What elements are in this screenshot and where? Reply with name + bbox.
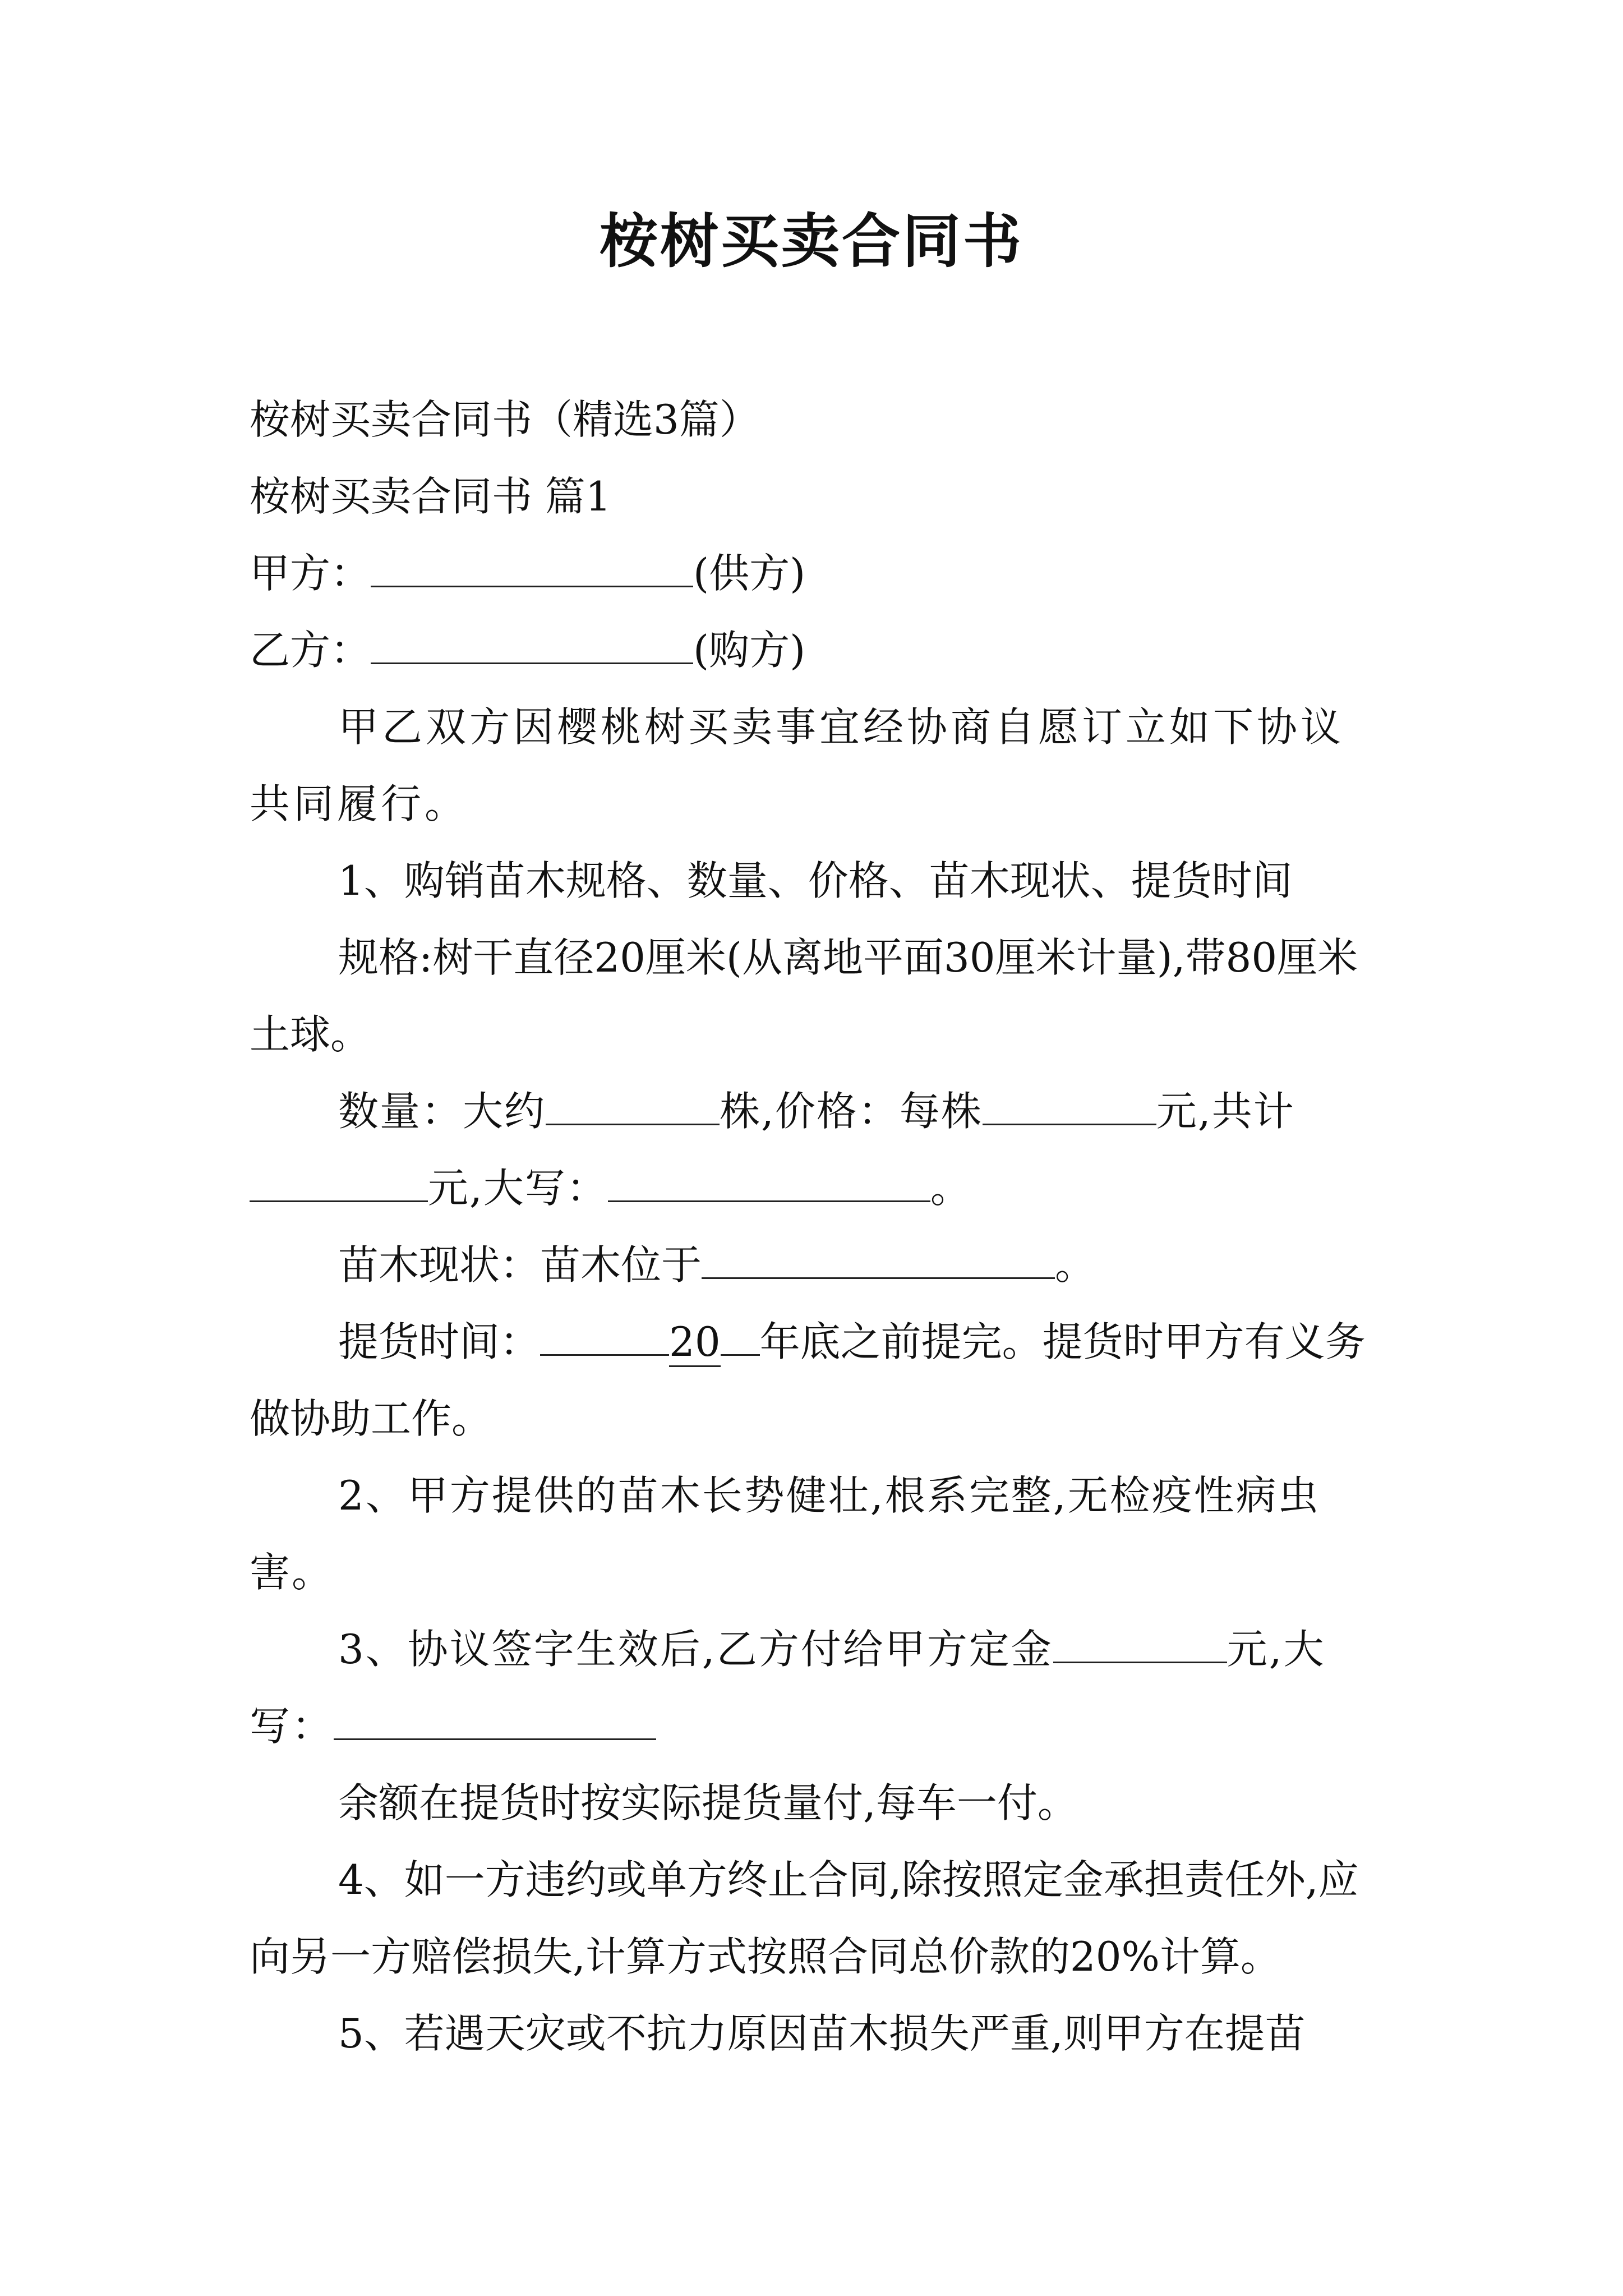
party-a-label: 甲方： (250, 550, 371, 597)
party-a-line (250, 535, 1377, 612)
delivery-year-blank-1 (540, 1309, 669, 1356)
quantity-label: 数量：大约 (338, 1088, 546, 1135)
total-label: 元,共计 (1156, 1088, 1295, 1135)
clause-2: 2、甲方提供的苗木长势健壮,根系完整,无检疫性病虫害。 (250, 1472, 1320, 1596)
total-uppercase-label: 元,大写： (428, 1165, 608, 1212)
delivery-text: 年底之前提完。提货时甲方有义务做协助工作。 (250, 1318, 1366, 1442)
party-a-blank (371, 541, 693, 587)
total-blank (250, 1156, 428, 1202)
delivery-year-blank-2 (721, 1309, 760, 1356)
delivery-label: 提货时间： (338, 1318, 541, 1365)
party-b-blank (371, 618, 693, 664)
quantity-line-end: 。 (930, 1165, 972, 1212)
status-location-blank (702, 1232, 1055, 1279)
clause-1-delivery (250, 1304, 1377, 1457)
clause-3 (250, 1611, 1377, 1765)
price-label: 株,价格：每株 (720, 1088, 983, 1135)
total-uppercase-blank (608, 1156, 930, 1202)
clause-1-quantity (250, 1073, 1377, 1227)
party-b-line (250, 612, 1377, 689)
party-a-role: (供方) (693, 550, 806, 597)
clause-1-spec: 规格:树干直径20厘米(从离地平面30厘米计量),带80厘米土球。 (250, 934, 1358, 1058)
deposit-blank (1053, 1617, 1227, 1663)
party-b-role: (购方) (693, 627, 806, 674)
paragraph-section-heading: 桉树买卖合同书 篇1 (250, 473, 611, 520)
deposit-uppercase-blank (334, 1694, 656, 1740)
paragraph-intro: 甲乙双方因樱桃树买卖事宜经协商自愿订立如下协议共同履行。 (250, 703, 1345, 827)
clause-1-heading: 1、购销苗木规格、数量、价格、苗木现状、提货时间 (338, 857, 1293, 904)
deposit-uppercase-label: 元,大写： (250, 1626, 1326, 1750)
status-line-end: 。 (1055, 1241, 1096, 1289)
paragraph-subtitle: 桉树买卖合同书（精选3篇） (250, 396, 760, 443)
clause-3-balance: 余额在提货时按实际提货量付,每车一付。 (338, 1779, 1078, 1826)
clause-1-status (250, 1227, 1377, 1304)
document-title: 桉树买卖合同书 (599, 206, 1023, 275)
price-blank (983, 1079, 1156, 1125)
clause-4: 4、如一方违约或单方终止合同,除按照定金承担责任外,应向另一方赔偿损失,计算方式按照合同总价款的20%计算。 (250, 1856, 1359, 1980)
deposit-label: 3、协议签字生效后,乙方付给甲方定金 (338, 1626, 1053, 1673)
document-body (250, 381, 1377, 689)
delivery-year-prefix: 20 (669, 1318, 721, 1367)
clause-5: 5、若遇天灾或不抗力原因苗木损失严重,则甲方在提苗 (338, 2010, 1306, 2057)
quantity-blank (546, 1079, 720, 1125)
party-b-label: 乙方： (250, 627, 371, 674)
document-body-continued (250, 689, 1377, 2072)
status-label: 苗木现状：苗木位于 (338, 1241, 702, 1289)
